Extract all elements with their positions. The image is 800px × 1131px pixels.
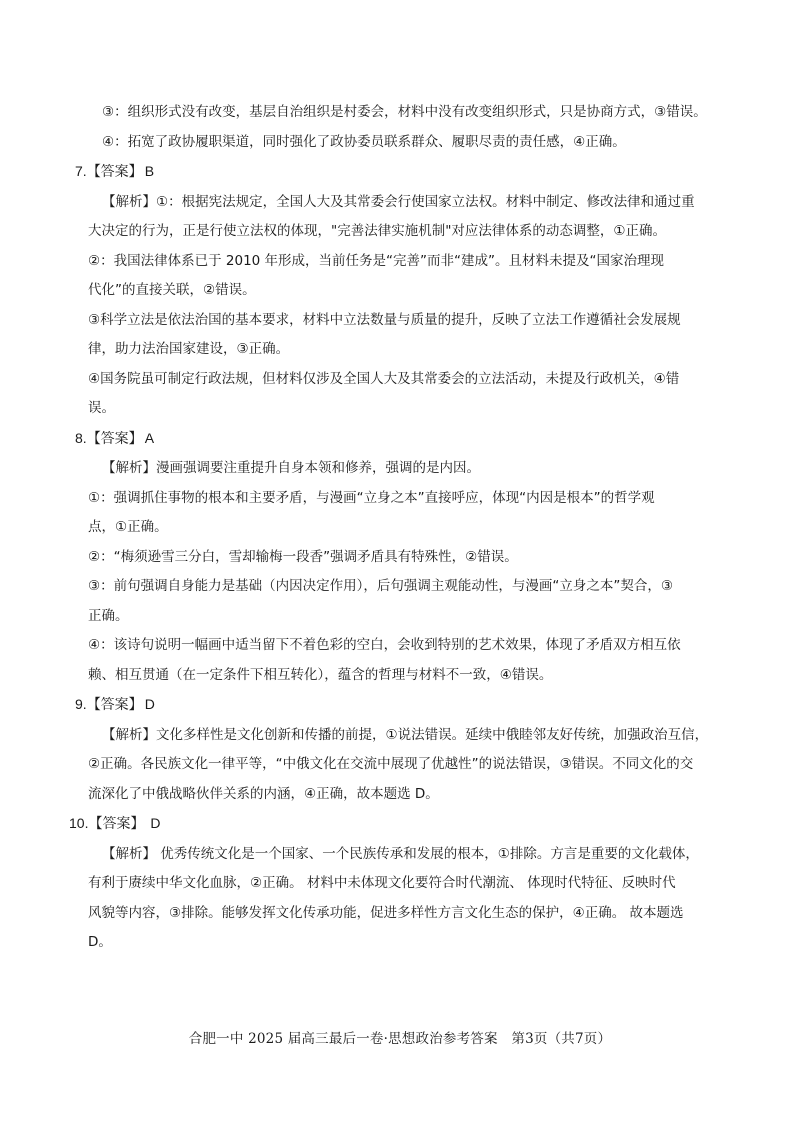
question-10-answer: [69, 809, 728, 840]
answer-label: 【答案】: [86, 164, 143, 180]
explanation-line: 风貌等内容，③排除。能够发挥文化传承功能，促进多样性方言文化生态的保护，④正确。 故本题选: [88, 904, 684, 921]
explanation-line: ②正确。各民族文化一律平等，“中俄文化在交流中展现了优越性”的说法错误，③错误。不同文化的交: [88, 756, 694, 772]
answer-value: A: [144, 429, 155, 446]
explanation-line: 代化”的直接关联，②错误。: [88, 282, 256, 298]
explanation-line: D。: [88, 934, 112, 950]
question-9-answer: [75, 690, 728, 721]
explanation-line: 正确。: [88, 607, 129, 624]
explanation-line: 【解析】漫画强调要注重提升自身本领和修养，强调的是内因。: [102, 460, 480, 476]
explanation-line: 律，助力法治国家建设，③正确。: [88, 341, 290, 357]
explanation-line: ③：前句强调自身能力是基础（内因决定作用），后句强调主观能动性，与漫画“立身之本”契合，③: [88, 578, 673, 594]
explanation-line: ④国务院虽可制定行政法规，但材料仅涉及全国人大及其常委会的立法活动，未提及行政机关，④错: [88, 370, 680, 387]
explanation-line: ②：我国法律体系已于 2010 年形成，当前任务是“完善”而非“建成”。且材料未提及“国家治理现: [88, 252, 665, 269]
question-8-answer: [75, 424, 728, 455]
explanation-line: ②：“梅须逊雪三分白，雪却输梅一段香”强调矛盾具有特殊性，②错误。: [88, 548, 518, 565]
explanation-line: ①：强调抓住事物的根本和主要矛盾，与漫画“立身之本”直接呼应，体现“内因是根本”的哲学观: [88, 489, 655, 506]
explanation-line: ④：该诗句说明一幅画中适当留下不着色彩的空白，会收到特别的艺术效果，体现了矛盾双方相互依: [88, 637, 681, 653]
explanation-line: 赖、相互贯通（在一定条件下相互转化），蕴含的哲理与材料不一致，④错误。: [88, 666, 553, 683]
explanation-line: 误。: [88, 400, 115, 416]
explanation-line: 流深化了中俄战略伙伴关系的内涵，④正确，故本题选 D。: [88, 785, 439, 802]
answer-label: 【答案】: [86, 430, 143, 447]
explanation-line: 【解析】 优秀传统文化是一个国家、一个民族传承和发展的根本，①排除。方言是重要的文化载体，: [102, 845, 699, 862]
text-line: ③：组织形式没有改变，基层自治组织是村委会，材料中没有改变组织形式，只是协商方式，③错误。: [102, 104, 707, 120]
answer-value: B: [144, 163, 155, 179]
question-number: 8.: [75, 429, 87, 446]
question-number: 9.: [75, 696, 87, 712]
answer-label: 【答案】: [86, 697, 143, 713]
answer-value: D: [144, 696, 155, 712]
explanation-line: ③科学立法是依法治国的基本要求，材料中立法数量与质量的提升，反映了立法工作遵循社会发展规: [88, 311, 681, 328]
explanation-line: 【解析】①：根据宪法规定，全国人大及其常委会行使国家立法权。材料中制定、修改法律和通过重: [102, 193, 695, 210]
page-content: [69, 98, 728, 958]
answer-value: D: [146, 815, 161, 831]
explanation-line: 有利于赓续中华文化血脉，②正确。 材料中未体现文化要符合时代潮流、 体现时代特征、反映时代: [88, 875, 676, 891]
question-7-answer: [75, 157, 728, 188]
question-number: 10.: [69, 815, 89, 831]
question-number: 7.: [75, 163, 87, 179]
page-footer: 合肥一中 2025 届高三最后一卷·思想政治参考答案 第3页（共7页）: [188, 1031, 612, 1047]
explanation-line: 【解析】文化多样性是文化创新和传播的前提，①说法错误。延续中俄睦邻友好传统，加强政治互信，: [102, 726, 709, 743]
answer-label: 【答案】: [88, 816, 145, 832]
explanation-line: 点，①正确。: [88, 519, 168, 535]
text-line: ④：拓宽了政协履职渠道，同时强化了政协委员联系群众、履职尽责的责任感，④正确。: [102, 133, 626, 150]
explanation-line: 大决定的行为，正是行使立法权的体现，"完善法律实施机制"对应法律体系的动态调整，①正确。: [88, 223, 667, 239]
